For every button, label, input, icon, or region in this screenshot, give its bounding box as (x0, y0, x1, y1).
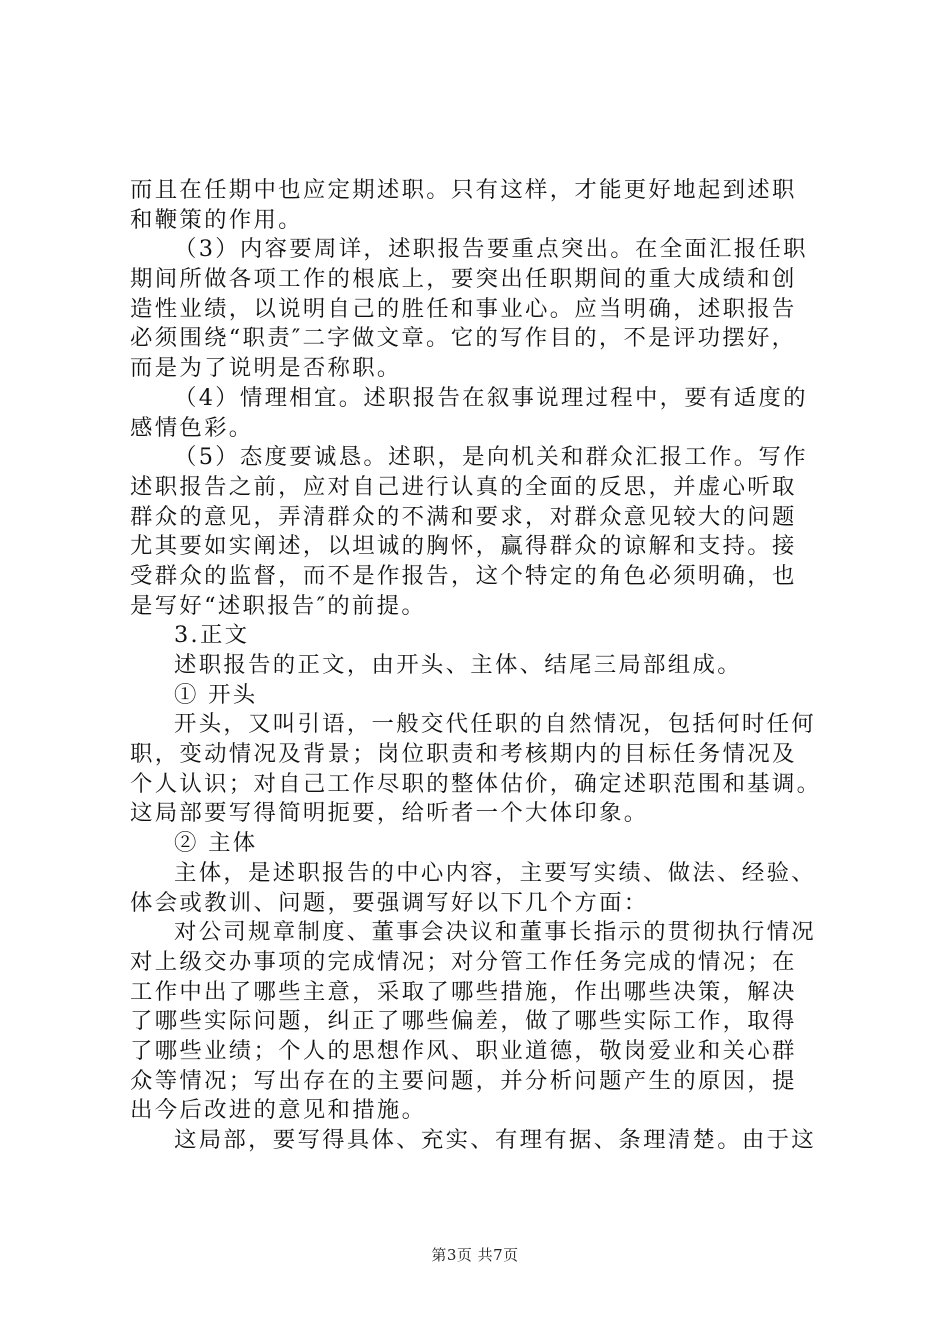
text-line: 众等情况；写出存在的主要问题，并分析问题产生的原因，提 (130, 1067, 797, 1094)
text-line: 而是为了说明是否称职。 (130, 355, 402, 382)
text-line: 尤其要如实阐述，以坦诚的胸怀，赢得群众的谅解和支持。接 (130, 533, 797, 560)
text-line: 造性业绩，以说明自己的胜任和事业心。应当明确，述职报告 (130, 295, 797, 322)
text-line: 而且在任期中也应定期述职。只有这样，才能更好地起到述职 (130, 177, 797, 203)
text-line: 出今后改进的意见和措施。 (130, 1097, 427, 1124)
text-line: 群众的意见，弄清群众的不满和要求，对群众意见较大的问题 (130, 503, 797, 530)
text-line: 这局部，要写得具体、充实、有理有据、条理清楚。由于这 (174, 1127, 816, 1153)
text-line: 了哪些业绩；个人的思想作风、职业道德，敬岗爱业和关心群 (130, 1037, 797, 1064)
page-number-footer: 第3页 共7页 (431, 1246, 519, 1264)
subsection-heading: ① 开头 (174, 681, 258, 708)
text-line: 职，变动情况及背景；岗位职责和考核期内的目标任务情况及 (130, 741, 797, 768)
text-line: 工作中出了哪些主意，采取了哪些措施，作出哪些决策，解决 (130, 978, 797, 1005)
text-line: 开头，又叫引语，一般交代任职的自然情况，包括何时任何 (174, 711, 816, 738)
text-line: 感情色彩。 (130, 414, 254, 441)
text-line: 和鞭策的作用。 (130, 206, 303, 233)
document-body (130, 176, 830, 1156)
text-line: 对公司规章制度、董事会决议和董事长指示的贯彻执行情况 (174, 919, 816, 946)
text-line: （5）态度要诚恳。述职，是向机关和群众汇报工作。写作 (174, 444, 808, 471)
text-line: 对上级交办事项的完成情况；对分管工作任务完成的情况；在 (130, 948, 797, 975)
text-line: （3）内容要周详，述职报告要重点突出。在全面汇报任职 (174, 236, 808, 263)
text-line: 受群众的监督，而不是作报告，这个特定的角色必须明确，也 (130, 562, 797, 589)
text-line: （4）情理相宜。述职报告在叙事说理过程中，要有适度的 (174, 384, 808, 411)
text-line: 期间所做各项工作的根底上，要突出任职期间的重大成绩和创 (130, 266, 797, 293)
text-line: 必须围绕“职责″二字做文章。它的写作目的，不是评功摆好， (130, 325, 797, 352)
text-line: 这局部要写得简明扼要，给听者一个大体印象。 (130, 800, 649, 827)
section-heading: 3.正文 (174, 622, 250, 649)
text-line: 体会或教训、问题，要强调写好以下几个方面： (130, 889, 649, 916)
text-line: 是写好“述职报告″的前提。 (130, 592, 427, 619)
text-line: 述职报告之前，应对自己进行认真的全面的反思，并虚心听取 (130, 473, 797, 500)
text-line: 述职报告的正文，由开头、主体、结尾三局部组成。 (174, 652, 742, 678)
text-line: 个人认识；对自己工作尽职的整体估价，确定述职范围和基调。 (130, 770, 822, 797)
text-line: 主体，是述职报告的中心内容，主要写实绩、做法、经验、 (174, 859, 816, 886)
text-line: 了哪些实际问题，纠正了哪些偏差，做了哪些实际工作，取得 (130, 1008, 797, 1035)
subsection-heading: ② 主体 (174, 830, 258, 857)
